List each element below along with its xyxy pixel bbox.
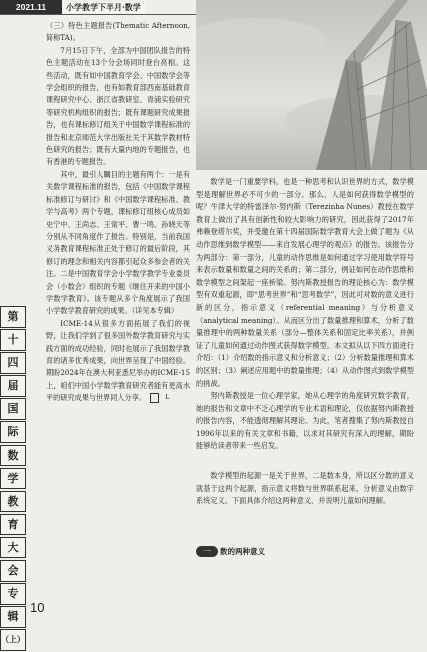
side-tab-char: 数 bbox=[0, 445, 26, 467]
issue-label: 2021.11 bbox=[0, 0, 62, 14]
right-column-paragraph: 努内斯教授是一位心理学家，她从心理学的角度研究数学教育，她的报告和文章中不乏心理学的专业术语和理论，仅依据努内斯教授的报告内容，不能透彻理解其理论。为此，笔者搜集了努内斯教授自1996年以来的有关文章和书籍，以求对其研究有深入的理解，期盼能够给读者带来一些启发。 bbox=[196, 391, 414, 451]
side-tab-char: 四 bbox=[0, 352, 26, 374]
left-column-paragraph: （三）特色主题报告(Thematic Afternoon,简称TA)。 bbox=[46, 21, 190, 43]
header-photo bbox=[196, 0, 427, 170]
side-tab-char: 大 bbox=[0, 537, 26, 559]
side-tab-char: 际 bbox=[0, 421, 26, 443]
special-issue-side-tabs bbox=[0, 306, 26, 652]
side-tab-char: 届 bbox=[0, 375, 26, 397]
side-tab-char: 教 bbox=[0, 491, 26, 513]
left-column-paragraph: 7月15日下午，全部为中国团队报告的特色主题活动在13个分会场同时登台亮相。这些活动，既有如中国教育学会、中国数学会等学会组织的报告，也有如教育部西南基础教育课程研究中心、浙江省教研室、青浦实验研究等研究机构组织的报告；既有课题研究成果报告，也有课标修订组关于中国数学课程标准的报告和北京师范大学出版社关于其数学教材特色研究的报告；既有大量内地的专题报告，也有香港的专题报告。 bbox=[46, 45, 190, 167]
side-tab-char: 十 bbox=[0, 329, 26, 351]
side-tab-char: 第 bbox=[0, 306, 26, 328]
side-tab-char: 国 bbox=[0, 398, 26, 420]
side-tab-char: 会 bbox=[0, 560, 26, 582]
right-column-paragraph: 数学模型的起源一是关于世界，二是数本身，所以区分数的意义就基于这两个起源，指示意义将数与世界联系起来，分析意义由数字系统定义。下面具体介绍这两种意义，并说明儿童如何理解。 bbox=[196, 471, 414, 506]
end-mark: L bbox=[150, 393, 159, 403]
side-tab-char: 学 bbox=[0, 468, 26, 490]
left-column-paragraph: 其中，最引人瞩目的主题有两个：一是有关数学课程标准的报告，包括《中国数学课程标准修订与研讨》和《中国数学课程标准、教学与高考》两个专题，课标修订组核心成员如史宁中、王尚志、王常平、曹一鸣、孙晓天等分别从不同角度作了报告。特别是，当前我国义务教育课程标准正处于修订的最后阶段，其修订的理念和相关内容都引起众多参会者的关注。二是中国教育学会小学数学教学专业委员会（小数会）组织的专题《继往开来的中国小学数学教育》。该专题从多个角度展示了我国小学数学教育研究的成果。（详见本专辑） bbox=[46, 169, 190, 316]
side-tab-char: （上） bbox=[0, 629, 26, 651]
section-number: 一 bbox=[196, 546, 218, 557]
left-column-paragraph: ICME-14从很多方面拓展了我们的视野，让我们学到了很多国外数学教育研究与实践方面的成功经验，同时也展示了我国数学教育的诸多优秀成果，向世界呈现了中国经验。期盼2024年在澳大利亚悉尼举办的ICME-15上，咱们中国小学数学教育研究者能有更高水平的研究成果与世界同人分享。 L bbox=[46, 318, 190, 403]
side-tab-char: 辑 bbox=[0, 606, 26, 628]
left-column bbox=[46, 20, 190, 405]
section-heading bbox=[196, 541, 265, 555]
sky-building-image bbox=[196, 0, 427, 170]
right-column bbox=[196, 176, 414, 508]
journal-title: 小学教学下半月·数学 bbox=[62, 2, 145, 13]
page-number: 10 bbox=[30, 600, 45, 615]
side-tab-char: 育 bbox=[0, 514, 26, 536]
right-column-paragraph: 数学是一门重要学科，也是一种思考和认识世界的方式，数学模型是理解世界必不可少的一部分。那么，人是如何获得数学模型的呢？牛津大学的特雷泽尔·努内斯（Terezinha Nunes）教授在数学教育上做出了具有创新性和较大影响力的研究，因此获得了2017年弗赖登塔尔奖，并受邀在第十四届国际数学教育大会上做了题为《从动作思维到数学模型——来自发展心理学的观点》的报告。该报告分为两部分：第一部分，儿童的动作思维是如何通过学习使用数学符号来表示数量和数量之间的关系的；第二部分，例证如何在动作思维和数学模型之间架起一座桥梁。努内斯教授报告的理论核心为：数学模型有双重起源，即“思考世界”和“思考数学”，因此可对数的意义进行新的区分，指示意义（referential meaning）与分析意义（analytical meaning）。从而区分出了数量推理和算术，分析了数量推理中的两种数量关系（部分—整体关系和固定比率关系），并例证了儿童如何通过动作图式获得数学模型。本文拟从以下四方面进行介绍：（1）介绍数的指示意义和分析意义；（2）分析数量推理和算术的区别；（3）阐述应用题中的数量推理；（4）从动作图式到数学模型的挑战。 bbox=[196, 177, 414, 388]
section-spacer bbox=[196, 453, 414, 470]
section-title: 数的两种意义 bbox=[220, 547, 265, 556]
side-tab-char: 专 bbox=[0, 583, 26, 605]
